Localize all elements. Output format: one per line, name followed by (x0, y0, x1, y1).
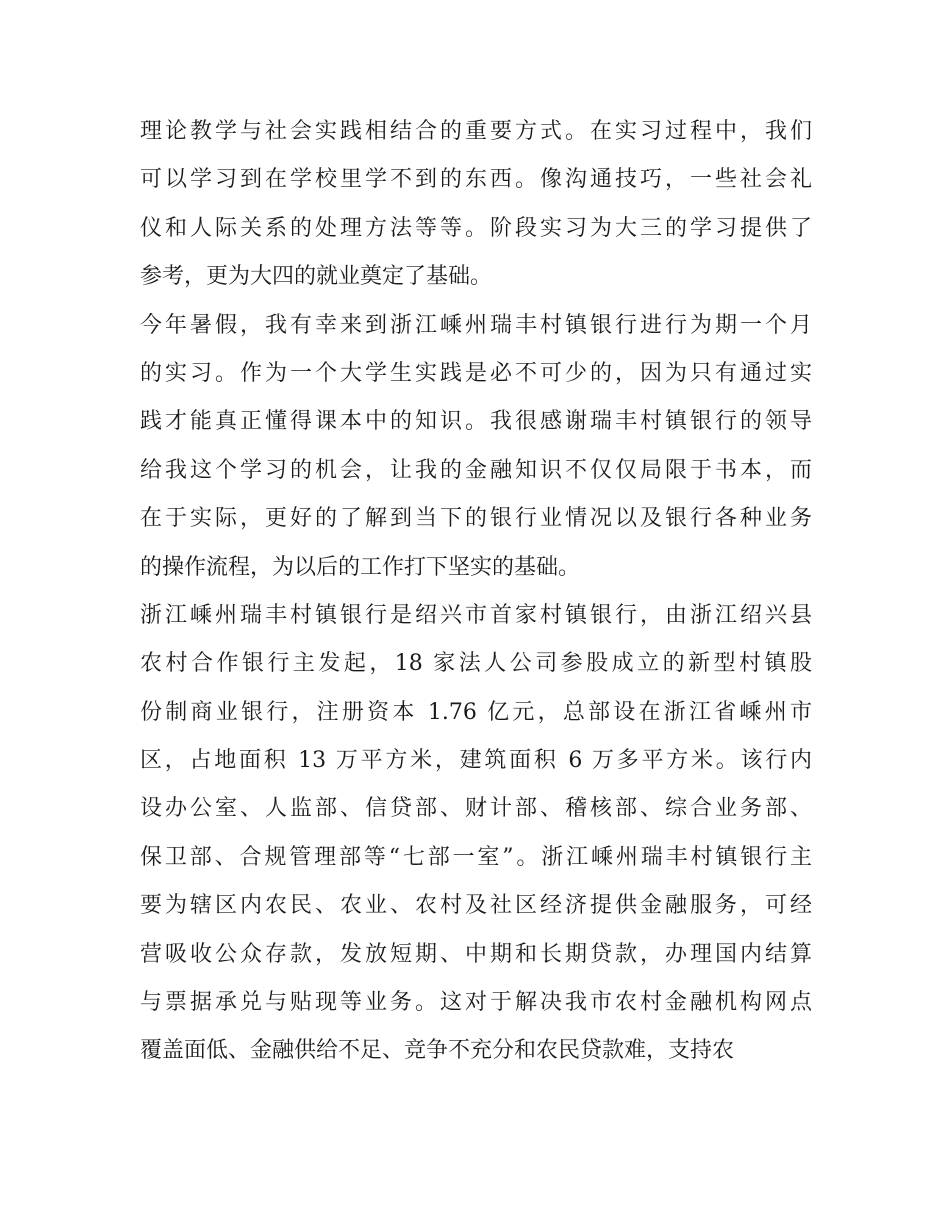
text-line: 保卫部、合规管理部等“七部一室”。浙江嵊州瑞丰村镇银行主 (140, 844, 812, 870)
text-line: 理论教学与社会实践相结合的重要方式。在实习过程中，我们 (140, 119, 812, 144)
paragraph (140, 302, 812, 592)
paragraph (140, 108, 812, 302)
text-line: 可以学习到在学校里学不到的东西。像沟通技巧，一些社会礼 (140, 167, 812, 193)
text-line: 覆盖面低、金融供给不足、竞争不充分和农民贷款难，支持农 (140, 1038, 735, 1064)
text-line: 与票据承兑与贴现等业务。这对于解决我市农村金融机构网点 (140, 990, 812, 1016)
text-line: 浙江嵊州瑞丰村镇银行是绍兴市首家村镇银行，由浙江绍兴县 (140, 602, 812, 628)
text-line: 践才能真正懂得课本中的知识。我很感谢瑞丰村镇银行的领导 (140, 409, 812, 435)
body-text (140, 108, 812, 1076)
text-line: 的实习。作为一个大学生实践是必不可少的，因为只有通过实 (140, 360, 812, 386)
text-line: 份制商业银行，注册资本 1.76 亿元，总部设在浙江省嵊州市 (140, 699, 812, 725)
text-line: 给我这个学习的机会，让我的金融知识不仅仅局限于书本，而 (140, 457, 812, 483)
text-line: 农村合作银行主发起，18 家法人公司参股成立的新型村镇股 (140, 651, 812, 677)
text-line: 的操作流程，为以后的工作打下坚实的基础。 (140, 554, 581, 580)
text-line: 今年暑假，我有幸来到浙江嵊州瑞丰村镇银行进行为期一个月 (140, 312, 812, 338)
text-line: 仪和人际关系的处理方法等等。阶段实习为大三的学习提供了 (140, 215, 812, 241)
text-line: 要为辖区内农民、农业、农村及社区经济提供金融服务，可经 (140, 893, 812, 919)
text-line: 区，占地面积 13 万平方米，建筑面积 6 万多平方米。该行内 (140, 748, 812, 774)
paragraph (140, 592, 812, 1076)
text-line: 在于实际，更好的了解到当下的银行业情况以及银行各种业务 (140, 506, 812, 532)
text-line: 设办公室、人监部、信贷部、财计部、稽核部、综合业务部、 (140, 796, 812, 822)
text-line: 参考，更为大四的就业奠定了基础。 (140, 264, 493, 290)
text-line: 营吸收公众存款，发放短期、中期和长期贷款，办理国内结算 (140, 941, 812, 967)
